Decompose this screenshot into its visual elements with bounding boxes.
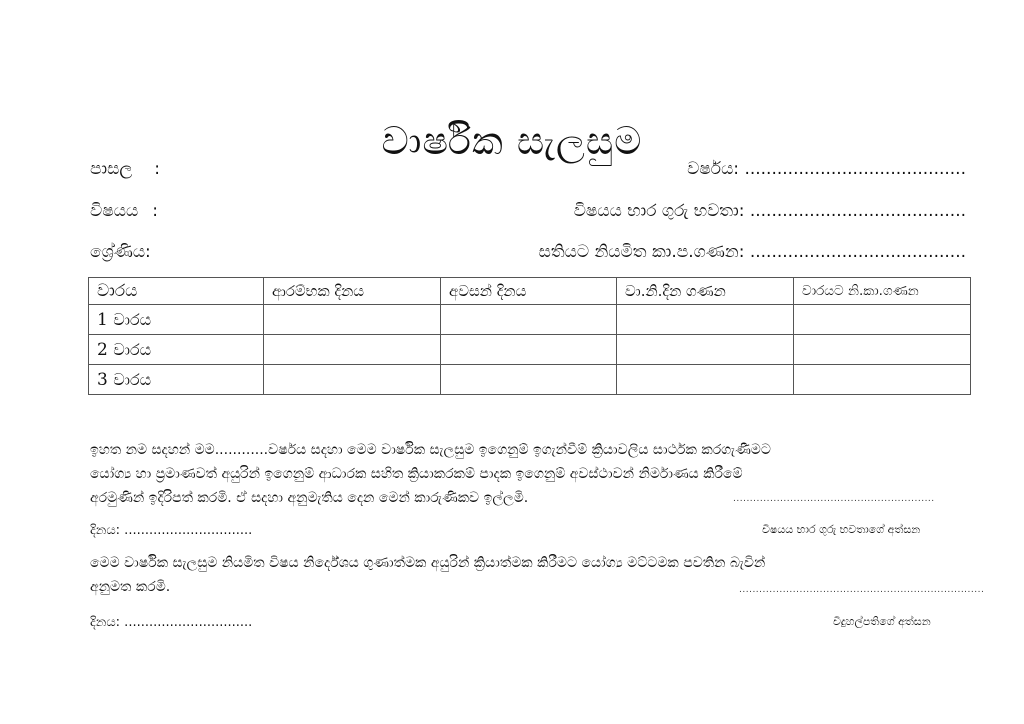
teacher-signature-caption: විෂයය භාර ගුරු භවතාගේ අත්සන <box>762 523 921 536</box>
field-periods-label: සතියට නියමිත කා.ප.ගණන: <box>538 242 745 262</box>
end-date-cell[interactable] <box>441 365 617 395</box>
term-cell <box>89 335 264 365</box>
term-plan-table <box>88 277 971 395</box>
term-word: වාරය <box>113 339 152 359</box>
page-title: වාර්ෂික සැලසුම <box>381 119 643 164</box>
term-periods-cell[interactable] <box>794 365 971 395</box>
request-line-1: ඉහත නම සදහන් මම............වර්ෂය සදහා මෙම වාර්ෂික සැලසුම ඉගෙනුම් ඉගැන්වීම් ක්‍රියාවලිය සාර්ථක කරගැණීමට <box>90 442 771 458</box>
header-start-date: ආරම්භක දිනය <box>264 278 441 305</box>
principal-signature-caption: විදුහල්පතිගේ අත්සන <box>833 615 931 628</box>
table-row <box>89 335 971 365</box>
field-grade-label: ශ්‍රේණිය: <box>90 242 151 262</box>
start-date-cell[interactable] <box>264 335 441 365</box>
table-row <box>89 305 971 335</box>
field-school <box>90 157 160 181</box>
school-days-cell[interactable] <box>617 335 794 365</box>
principal-date-field[interactable]: දිනය: ............................... <box>90 615 253 630</box>
header-term: වාරය <box>89 278 264 305</box>
header-school-days: වා.නි.දින ගණන <box>617 278 794 305</box>
school-days-cell[interactable] <box>617 365 794 395</box>
term-periods-cell[interactable] <box>794 305 971 335</box>
request-line-2: යෝග්‍ය හා ප්‍රමාණවත් අයුරින් ඉගෙනුම් ආධාරක සහිත ක්‍රියාකරකම් පාදක ඉගෙනුම් අවස්ථාවන් නිර්මාණය කිරීමේ <box>90 466 743 482</box>
field-subject <box>90 199 158 223</box>
end-date-cell[interactable] <box>441 335 617 365</box>
field-grade <box>90 240 151 264</box>
term-word: වාරය <box>113 369 152 389</box>
school-days-cell[interactable] <box>617 305 794 335</box>
teacher-signature-line[interactable]: ............................................................ <box>733 494 935 504</box>
header-end-date: අවසන් දිනය <box>441 278 617 305</box>
request-line-3: අරමුණින් ඉදිරිපත් කරමි. ඒ සදහා අනුමැතිය දෙන මෙන් කාරුණිකව ඉල්ලමි. <box>90 490 529 506</box>
end-date-cell[interactable] <box>441 305 617 335</box>
table-row <box>89 365 971 395</box>
field-teacher-fill[interactable]: ........................................ <box>749 201 966 221</box>
start-date-cell[interactable] <box>264 305 441 335</box>
field-school-colon: : <box>154 159 161 179</box>
field-year-label: වර්ෂය: <box>687 159 740 179</box>
field-year-fill[interactable]: ......................................... <box>744 159 966 179</box>
field-periods-fill[interactable]: ........................................ <box>749 242 966 262</box>
term-number: 1 <box>97 309 108 330</box>
term-periods-cell[interactable] <box>794 335 971 365</box>
field-school-label: පාසල <box>90 159 133 179</box>
field-subject-label: විෂයය <box>90 201 139 221</box>
field-periods-per-week <box>539 240 966 264</box>
approval-line-1: මෙම වාර්ෂික සැලසුම නියමිත විෂය නිර්දේශය ගුණාත්මක අයුරින් ක්‍රියාත්මක කිරීමට යෝග්‍ය මට්ටමක පවතින බැවින් <box>90 555 766 571</box>
approval-line-2: අනුමත කරමි. <box>90 579 171 595</box>
header-term-periods: වාරයට නි.කා.ගණන <box>794 278 971 305</box>
principal-signature-line[interactable]: ......................................................................... <box>739 585 985 595</box>
start-date-cell[interactable] <box>264 365 441 395</box>
field-teacher-label: විෂයය භාර ගුරු භවතා: <box>573 201 745 221</box>
term-cell <box>89 305 264 335</box>
term-number: 2 <box>97 339 108 360</box>
term-cell <box>89 365 264 395</box>
term-word: වාරය <box>113 309 152 329</box>
field-subject-colon: : <box>152 201 158 221</box>
table-header-row <box>89 278 971 305</box>
teacher-date-field[interactable]: දිනය: ............................... <box>90 523 253 538</box>
field-year <box>687 157 966 181</box>
field-teacher <box>574 199 966 223</box>
term-number: 3 <box>97 369 108 390</box>
